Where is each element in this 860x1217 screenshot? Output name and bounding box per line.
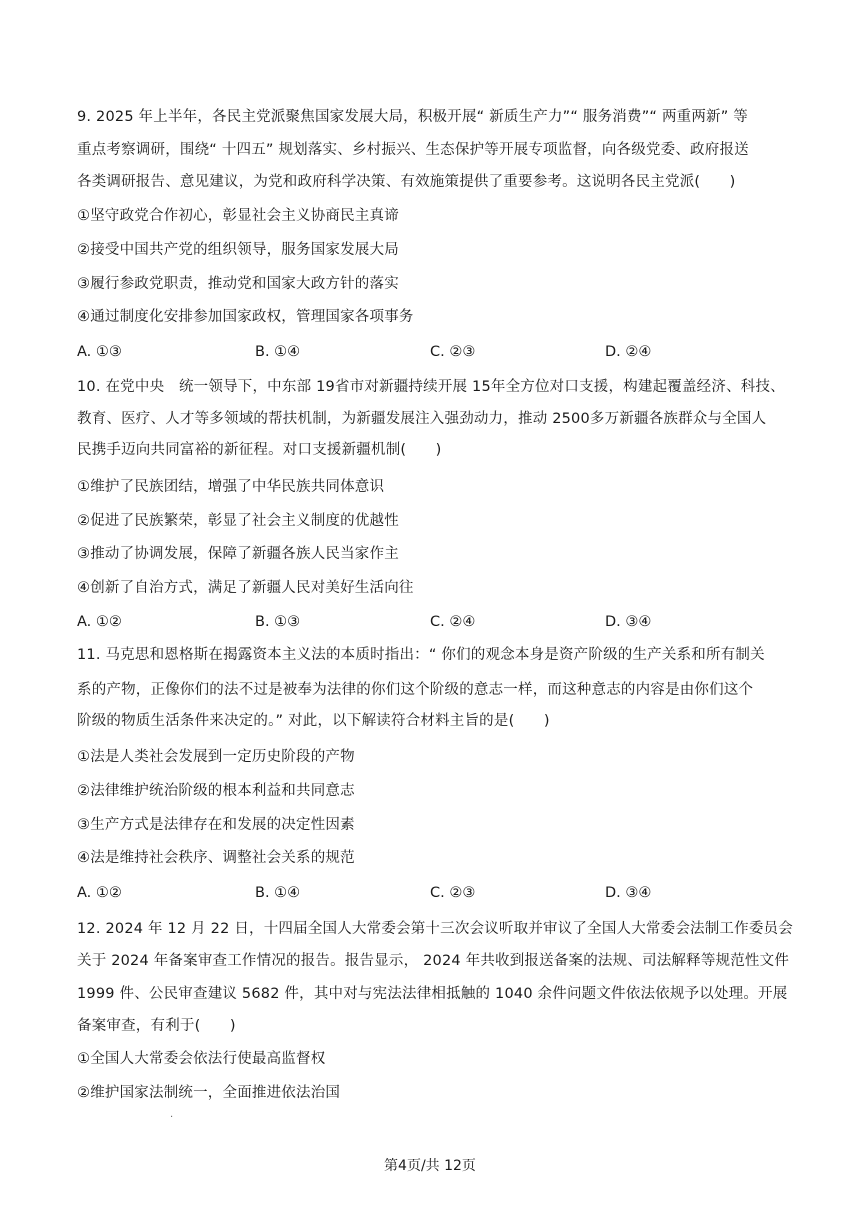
question-9-stem-line-2: 重点考察调研，围绕“ 十四五” 规划落实、乡村振兴、生态保护等开展专项监督，向各级党委、政府报送 — [77, 142, 749, 158]
question-10-option-a: A. ①② — [77, 614, 122, 630]
question-11-option-c: C. ②③ — [430, 885, 476, 901]
question-9-option-b: B. ①④ — [255, 344, 301, 360]
question-11-stem-line-1: 11. 马克思和恩格斯在揭露资本主义法的本质时指出：“ 你们的观念本身是资产阶级的生产关系和所有制关 — [77, 647, 765, 663]
question-12-stem-line-3: 1999 件、公民审查建议 5682 件，其中对与宪法法律相抵触的 1040 余件问题文件依法依规予以处理。开展 — [77, 986, 788, 1002]
question-9-item-1: ①坚守政党合作初心，彰显社会主义协商民主真谛 — [77, 208, 399, 224]
page-number-footer: 第4页/共 12页 — [384, 1158, 476, 1174]
question-11-item-3: ③生产方式是法律存在和发展的决定性因素 — [77, 817, 355, 833]
question-11-option-b: B. ①④ — [255, 885, 301, 901]
question-9-option-c: C. ②③ — [430, 344, 476, 360]
question-11-item-4: ④法是维持社会秩序、调整社会关系的规范 — [77, 850, 355, 866]
question-12-stem-line-2: 关于 2024 年备案审查工作情况的报告。报告显示， 2024 年共收到报送备案的法规、司法解释等规范性文件 — [77, 953, 790, 969]
question-11-item-2: ②法律维护统治阶级的根本利益和共同意志 — [77, 783, 355, 799]
stray-mark: · — [170, 1112, 174, 1123]
question-11-option-a: A. ①② — [77, 885, 122, 901]
question-10-option-b: B. ①③ — [255, 614, 301, 630]
question-9-stem-line-3: 各类调研报告、意见建议，为党和政府科学决策、有效施策提供了重要参考。这说明各民主党派( ) — [77, 174, 736, 190]
question-10-option-d: D. ③④ — [605, 614, 652, 630]
question-9-item-4: ④通过制度化安排参加国家政权，管理国家各项事务 — [77, 309, 414, 325]
question-11-stem-line-3: 阶级的物质生活条件来决定的。” 对此，以下解读符合材料主旨的是( ) — [77, 713, 550, 729]
question-10-option-c: C. ②④ — [430, 614, 476, 630]
question-10-stem-line-3: 民携手迈向共同富裕的新征程。对口支援新疆机制( ) — [77, 442, 442, 458]
question-10-stem-line-1: 10. 在党中央 统一领导下，中东部 19省市对新疆持续开展 15年全方位对口支援，构建起覆盖经济、科技、 — [77, 379, 785, 395]
question-10-item-2: ②促进了民族繁荣，彰显了社会主义制度的优越性 — [77, 513, 399, 529]
question-12-stem-line-4: 备案审查，有利于( ) — [77, 1018, 236, 1034]
question-9-item-3: ③履行参政党职责，推动党和国家大政方针的落实 — [77, 276, 399, 292]
question-9-stem-line-1: 9. 2025 年上半年，各民主党派聚焦国家发展大局，积极开展“ 新质生产力”“ 服务消费”“ 两重两新” 等 — [77, 109, 748, 125]
question-10-stem-line-2: 教育、医疗、人才等多领域的帮扶机制，为新疆发展注入强劲动力，推动 2500多万新疆各族群众与全国人 — [77, 411, 767, 427]
question-11-option-d: D. ③④ — [605, 885, 652, 901]
question-10-item-1: ①维护了民族团结，增强了中华民族共同体意识 — [77, 479, 385, 495]
question-12-item-1: ①全国人大常委会依法行使最高监督权 — [77, 1051, 326, 1067]
question-10-item-3: ③推动了协调发展，保障了新疆各族人民当家作主 — [77, 546, 399, 562]
question-12-stem-line-1: 12. 2024 年 12 月 22 日，十四届全国人大常委会第十三次会议听取并审议了全国人大常委会法制工作委员会 — [77, 921, 793, 937]
question-11-stem-line-2: 系的产物，正像你们的法不过是被奉为法律的你们这个阶级的意志一样，而这种意志的内容是由你们这个 — [77, 682, 754, 698]
question-9-option-d: D. ②④ — [605, 344, 652, 360]
question-10-item-4: ④创新了自治方式，满足了新疆人民对美好生活向往 — [77, 580, 414, 596]
question-12-item-2: ②维护国家法制统一，全面推进依法治国 — [77, 1085, 341, 1101]
question-9-item-2: ②接受中国共产党的组织领导，服务国家发展大局 — [77, 242, 399, 258]
question-11-item-1: ①法是人类社会发展到一定历史阶段的产物 — [77, 749, 355, 765]
question-9-option-a: A. ①③ — [77, 344, 122, 360]
